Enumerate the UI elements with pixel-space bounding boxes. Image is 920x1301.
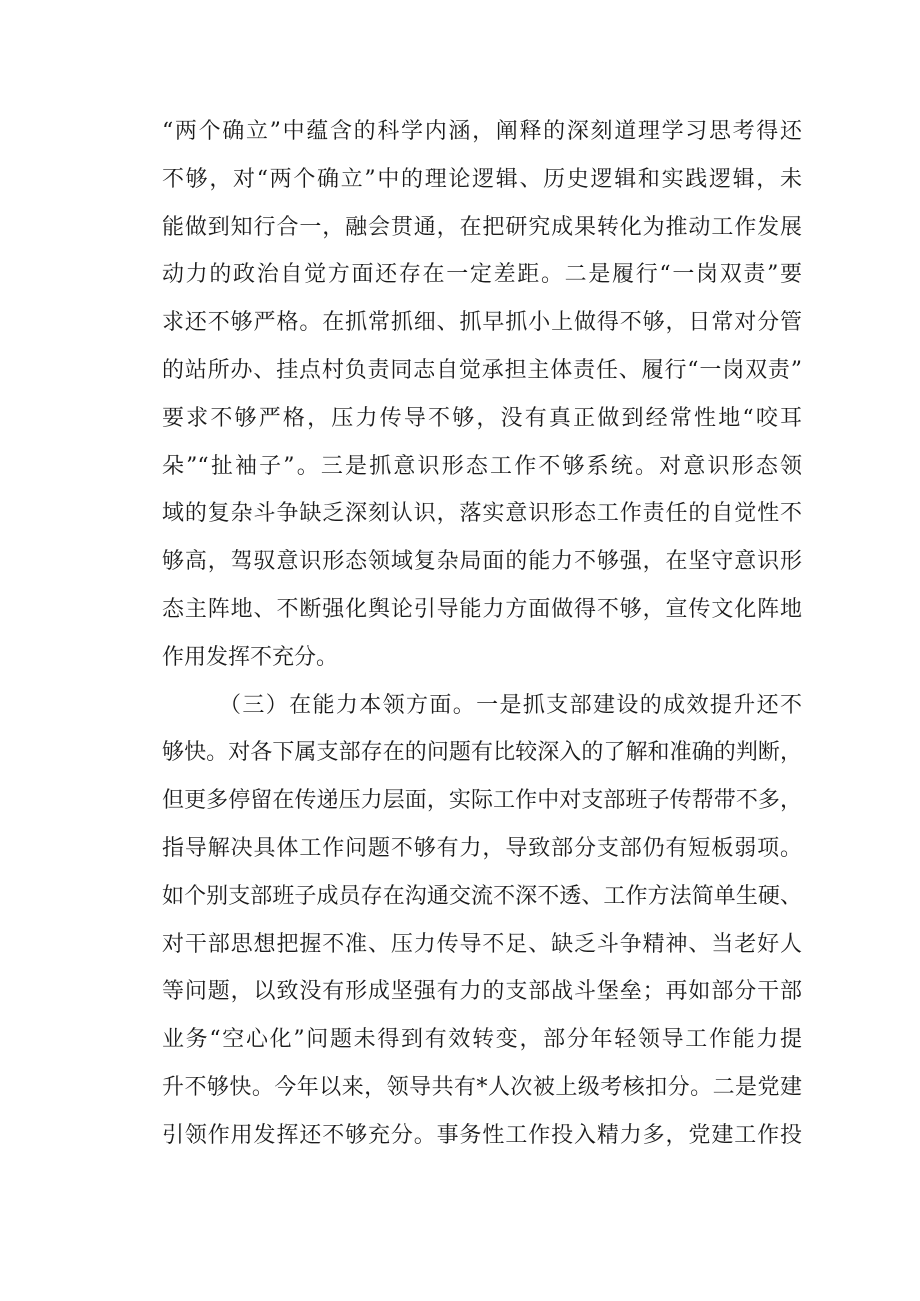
text-line: 业务“空心化”问题未得到有效转变，部分年轻领导工作能力提 bbox=[162, 1027, 802, 1053]
text-line: “两个确立”中蕴含的科学内涵，阐释的深刻道理学习思考得还 bbox=[162, 119, 802, 144]
text-line: 够快。对各下属支部存在的问题有比较深入的了解和准确的判断， bbox=[162, 740, 802, 766]
body-text bbox=[162, 108, 802, 1160]
text-line: 作用发挥不充分。 bbox=[162, 644, 339, 670]
text-line: 朵”“扯袖子”。三是抓意识形态工作不够系统。对意识形态领 bbox=[162, 453, 802, 479]
paragraph-heading-line: （三）在能力本领方面。一是抓支部建设的成效提升还不 bbox=[219, 692, 802, 718]
text-line: 但更多停留在传递压力层面，实际工作中对支部班子传帮带不多， bbox=[162, 788, 802, 814]
text-line: 如个别支部班子成员存在沟通交流不深不透、工作方法简单生硬、 bbox=[162, 883, 802, 909]
paragraph-1 bbox=[162, 108, 802, 682]
paragraph-2 bbox=[162, 682, 802, 1160]
text-line: 升不够快。今年以来，领导共有*人次被上级考核扣分。二是党建 bbox=[162, 1074, 802, 1100]
text-line: 求还不够严格。在抓常抓细、抓早抓小上做得不够，日常对分管 bbox=[162, 310, 802, 336]
text-line: 域的复杂斗争缺乏深刻认识，落实意识形态工作责任的自觉性不 bbox=[162, 501, 802, 527]
text-line: 不够，对“两个确立”中的理论逻辑、历史逻辑和实践逻辑，未 bbox=[162, 166, 802, 192]
text-line: 等问题，以致没有形成坚强有力的支部战斗堡垒；再如部分干部 bbox=[162, 979, 802, 1005]
text-line: 引领作用发挥还不够充分。事务性工作投入精力多，党建工作投 bbox=[162, 1122, 802, 1148]
text-line: 态主阵地、不断强化舆论引导能力方面做得不够，宣传文化阵地 bbox=[162, 596, 802, 622]
text-line: 能做到知行合一，融会贯通，在把研究成果转化为推动工作发展 bbox=[162, 214, 802, 240]
text-line: 要求不够严格，压力传导不够，没有真正做到经常性地“咬耳 bbox=[162, 405, 802, 431]
text-line: 对干部思想把握不准、压力传导不足、缺乏斗争精神、当老好人 bbox=[162, 931, 802, 957]
text-line: 的站所办、挂点村负责同志自觉承担主体责任、履行“一岗双责” bbox=[162, 357, 802, 383]
text-line: 够高，驾驭意识形态领域复杂局面的能力不够强，在坚守意识形 bbox=[162, 549, 802, 575]
text-line: 动力的政治自觉方面还存在一定差距。二是履行“一岗双责”要 bbox=[162, 262, 802, 288]
text-line: 指导解决具体工作问题不够有力，导致部分支部仍有短板弱项。 bbox=[162, 835, 802, 861]
